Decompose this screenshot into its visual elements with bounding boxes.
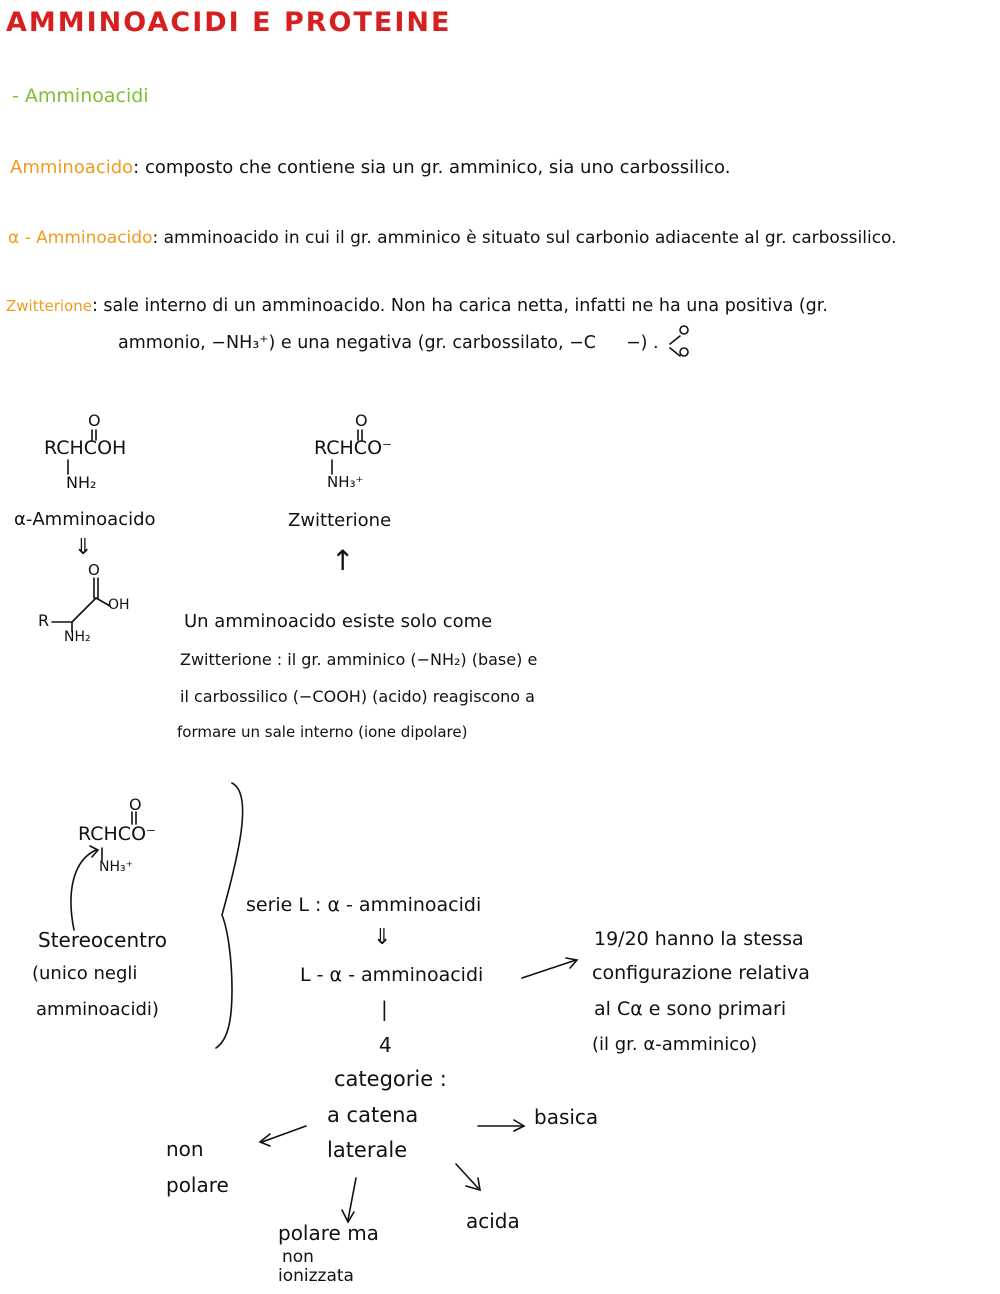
r-group-label: R bbox=[38, 611, 50, 630]
category-count: 4 bbox=[379, 1033, 392, 1057]
category-polar: non bbox=[282, 1247, 314, 1267]
categories-heading: categorie : bbox=[334, 1067, 447, 1091]
ammonium-label: NH₃⁺ bbox=[99, 859, 134, 875]
oxygen-label: O bbox=[88, 561, 100, 579]
up-arrow: ↑ bbox=[331, 544, 355, 577]
note-line: formare un sale interno (ione dipolare) bbox=[177, 723, 468, 741]
note-line: il carbossilico (−COOH) (acido) reagiscono a bbox=[180, 687, 535, 706]
term-amminoacido: Amminoacido bbox=[10, 157, 134, 178]
category-nonpolar: polare bbox=[166, 1173, 229, 1197]
amine-label: NH₂ bbox=[64, 629, 91, 645]
connector-bar: | bbox=[381, 997, 388, 1021]
categories-heading: laterale bbox=[327, 1138, 408, 1162]
structure-formula: RCHCO⁻ bbox=[78, 823, 157, 845]
implies-arrow: ⇓ bbox=[373, 925, 392, 950]
structure-label: α-Amminoacido bbox=[14, 509, 156, 530]
arrow-to-acidic bbox=[456, 1164, 478, 1188]
term-zwitterione: Zwitterione bbox=[6, 297, 92, 315]
stereocenter-arrow bbox=[71, 850, 96, 930]
category-nonpolar: non bbox=[166, 1137, 204, 1161]
implies-arrow: ⇓ bbox=[74, 535, 93, 560]
hydroxyl-label: OH bbox=[108, 597, 130, 613]
definition-text-end: −) . bbox=[626, 333, 659, 353]
definition-text: : amminoacido in cui il gr. amminico è situato sul carbonio adiacente al gr. carbossilico. bbox=[152, 228, 897, 248]
structure-formula: RCHCOH bbox=[44, 437, 127, 459]
categories-heading: a catena bbox=[327, 1103, 419, 1127]
config-line: configurazione relativa bbox=[592, 962, 810, 984]
note-line: Un amminoacido esiste solo come bbox=[184, 611, 493, 632]
stereo-line: amminoacidi) bbox=[36, 999, 159, 1020]
definition-text: : composto che contiene sia un gr. amminico, sia uno carbossilico. bbox=[133, 157, 731, 178]
config-line: al Cα e sono primari bbox=[594, 998, 787, 1020]
carboxylate-fragment bbox=[670, 326, 688, 356]
note-line: Zwitterione : il gr. amminico (−NH₂) (base) e bbox=[180, 650, 538, 669]
section-heading: - Amminoacidi bbox=[12, 85, 149, 107]
oxygen-label: O bbox=[129, 795, 142, 814]
arrow-to-polar bbox=[348, 1178, 356, 1220]
arrow-to-nonpolar bbox=[262, 1126, 306, 1142]
page-title: AMMINOACIDI E PROTEINE bbox=[6, 7, 452, 38]
category-polar: polare ma bbox=[278, 1221, 379, 1245]
config-line: 19/20 hanno la stessa bbox=[594, 928, 804, 950]
term-alpha-amminoacido: α - Amminoacido bbox=[8, 228, 153, 248]
amine-label: NH₂ bbox=[66, 473, 97, 492]
definition-text: ammonio, −NH₃⁺) e una negativa (gr. carbossilato, −C bbox=[118, 333, 596, 353]
oxygen-label: O bbox=[88, 411, 101, 430]
series-line: L - α - amminoacidi bbox=[300, 964, 484, 986]
structure-formula: RCHCO⁻ bbox=[314, 437, 393, 459]
config-line: (il gr. α-amminico) bbox=[592, 1034, 758, 1055]
category-acidic: acida bbox=[466, 1209, 520, 1233]
brace bbox=[216, 783, 243, 1048]
skeletal-structure bbox=[52, 578, 110, 632]
series-line: serie L : α - amminoacidi bbox=[246, 894, 482, 916]
arrow-to-config bbox=[522, 960, 576, 978]
category-polar: ionizzata bbox=[278, 1266, 354, 1286]
definition-text: : sale interno di un amminoacido. Non ha carica netta, infatti ne ha una positiva (gr. bbox=[91, 296, 828, 316]
category-basic: basica bbox=[534, 1105, 599, 1129]
ammonium-label: NH₃⁺ bbox=[327, 473, 364, 491]
structure-label: Zwitterione bbox=[288, 510, 392, 531]
oxygen-label: O bbox=[355, 411, 368, 430]
stereo-line: Stereocentro bbox=[38, 928, 168, 952]
stereo-line: (unico negli bbox=[32, 963, 138, 984]
